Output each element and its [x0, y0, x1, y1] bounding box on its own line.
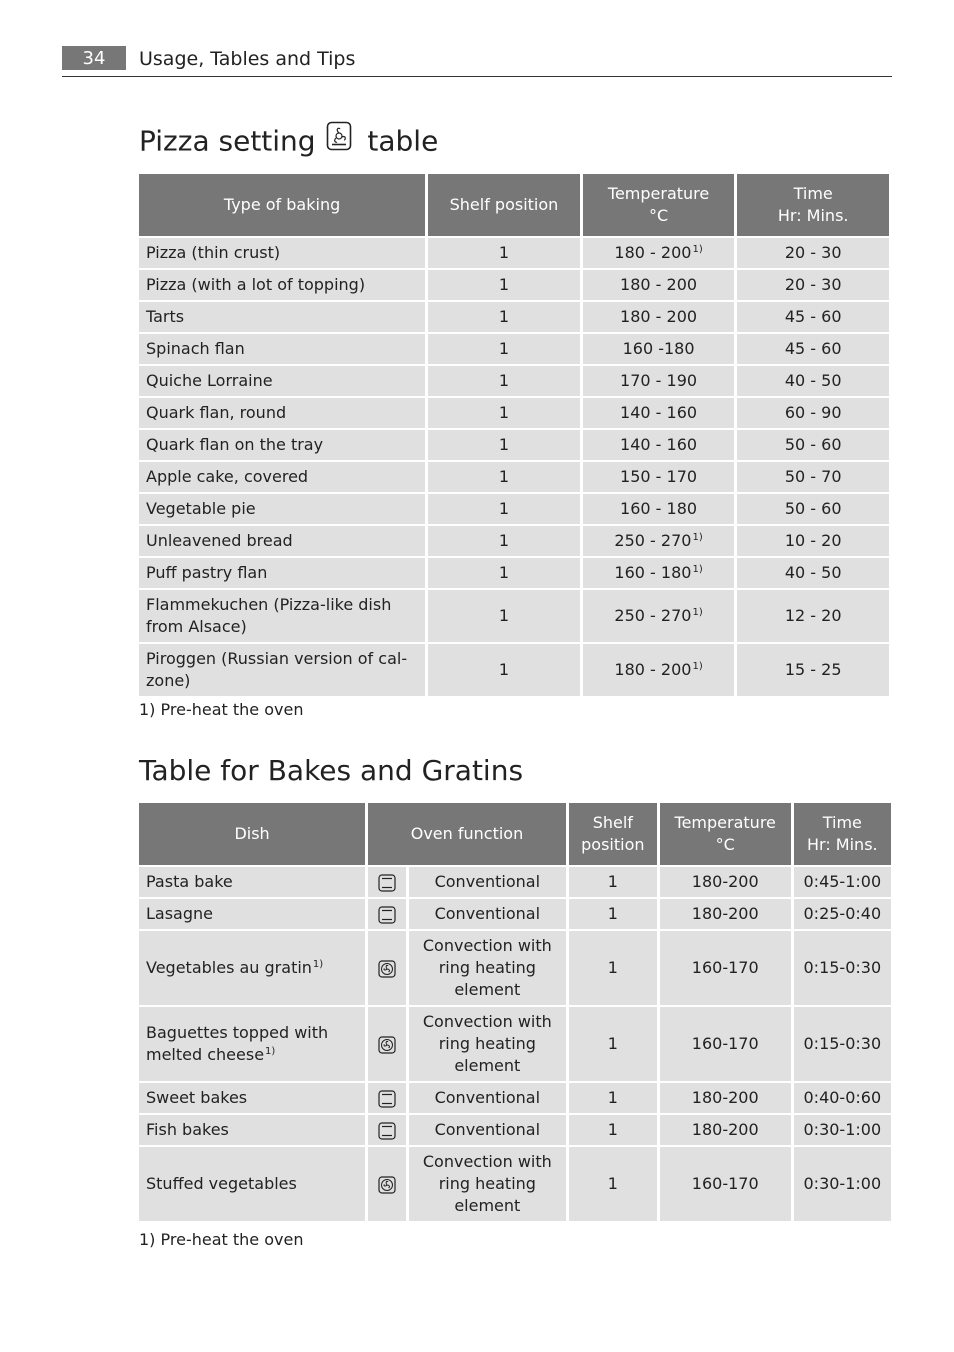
oven-function-cell: [409, 1007, 566, 1081]
dish-cell: [139, 1115, 365, 1145]
baking-type-cell-text: Flammekuchen (Pizza-like dish from Alsace): [146, 595, 392, 636]
baking-type-cell: [139, 558, 425, 588]
shelf-cell: [428, 334, 580, 364]
page-header: [62, 46, 892, 77]
temperature-cell: [583, 462, 735, 492]
table-row: [139, 867, 891, 897]
pizza-setting-table: [136, 172, 892, 698]
bakes-header-row: [139, 803, 891, 865]
temperature-cell: [660, 899, 791, 929]
baking-type-cell-text: Piroggen (Russian version of cal-zone): [146, 649, 408, 690]
temperature-cell-text: 160-170: [691, 958, 759, 977]
baking-type-cell: [139, 398, 425, 428]
temperature-cell-text: 160 - 180: [614, 563, 692, 582]
baking-type-cell-text: Quiche Lorraine: [146, 371, 273, 390]
time-cell: [737, 366, 889, 396]
time-cell: [737, 334, 889, 364]
oven-function-icon-cell: [368, 1007, 406, 1081]
dish-cell: [139, 867, 365, 897]
time-cell: [737, 590, 889, 642]
baking-type-cell-text: Pizza (thin crust): [146, 243, 281, 262]
time-cell: [737, 270, 889, 300]
col-type-of-baking: Type of baking: [139, 174, 425, 236]
temperature-cell: [583, 398, 735, 428]
footnote-marker: 1): [312, 959, 324, 970]
table-row: [139, 398, 889, 428]
baking-type-cell-text: Unleavened bread: [146, 531, 293, 550]
time-cell: [737, 558, 889, 588]
time-cell-text: 45 - 60: [784, 339, 842, 358]
dish-cell-text: Stuffed vegetables: [146, 1174, 297, 1193]
baking-type-cell: [139, 270, 425, 300]
temperature-cell-text: 150 - 170: [620, 467, 698, 486]
baking-type-cell-text: Puff pastry flan: [146, 563, 268, 582]
footnote-marker: 1): [692, 607, 703, 618]
baking-type-cell: [139, 334, 425, 364]
time-cell: [737, 494, 889, 524]
table-row: [139, 899, 891, 929]
temperature-cell-text: 180-200: [691, 872, 759, 891]
dish-cell-text: Sweet bakes: [146, 1088, 248, 1107]
shelf-cell-text: 1: [498, 467, 510, 486]
time-cell-text: 0:15-0:30: [803, 1034, 882, 1053]
time-cell-text: 40 - 50: [784, 371, 842, 390]
temperature-cell: [583, 526, 735, 556]
temperature-cell-text: 180 - 200: [620, 275, 698, 294]
bakes-gratins-table: [136, 801, 894, 1223]
temperature-cell: [660, 1083, 791, 1113]
time-cell: [737, 430, 889, 460]
time-cell-text: 20 - 30: [784, 243, 842, 262]
table-row: [139, 644, 889, 696]
shelf-cell: [428, 302, 580, 332]
oven-function-cell-text: Convection with ring heating element: [422, 936, 552, 999]
footnote-marker: 1): [692, 532, 703, 543]
shelf-cell-text: 1: [498, 275, 510, 294]
temperature-cell: [583, 238, 735, 268]
temperature-cell-text: 180 - 200: [614, 660, 692, 679]
temperature-cell: [660, 867, 791, 897]
shelf-cell-text: 1: [607, 904, 618, 923]
baking-type-cell-text: Apple cake, covered: [146, 467, 309, 486]
time-cell: [794, 1007, 891, 1081]
baking-type-cell-text: Spinach flan: [146, 339, 245, 358]
pizza-title-text: Pizza setting: [139, 124, 316, 158]
section-title: Usage, Tables and Tips: [139, 48, 356, 70]
temperature-cell: [660, 931, 791, 1005]
temperature-cell-text: 180-200: [691, 1088, 759, 1107]
shelf-cell: [569, 867, 657, 897]
time-cell: [794, 899, 891, 929]
dish-cell-text: Vegetables au gratin: [146, 958, 312, 977]
temperature-cell: [583, 270, 735, 300]
time-cell: [794, 931, 891, 1005]
footnote-marker: 1): [692, 244, 703, 255]
pizza-footnote: 1) Pre-heat the oven: [139, 700, 304, 719]
baking-type-cell: [139, 366, 425, 396]
conventional-icon: [378, 874, 396, 892]
baking-type-cell: [139, 238, 425, 268]
temperature-cell: [583, 302, 735, 332]
shelf-cell: [569, 1007, 657, 1081]
baking-type-cell: [139, 430, 425, 460]
dish-cell: [139, 931, 365, 1005]
oven-function-cell: [409, 1115, 566, 1145]
oven-function-icon-cell: [368, 867, 406, 897]
dish-cell-text: Baguettes topped with melted cheese: [146, 1023, 329, 1064]
time-cell-text: 60 - 90: [784, 403, 842, 422]
shelf-cell-text: 1: [498, 403, 510, 422]
table-row: [139, 334, 889, 364]
time-cell-text: 0:25-0:40: [803, 904, 882, 923]
pizza-table-title: [139, 124, 438, 161]
time-cell: [794, 1147, 891, 1221]
footnote-marker: 1): [692, 661, 703, 672]
time-cell-text: 0:40-0:60: [803, 1088, 882, 1107]
temperature-cell: [583, 644, 735, 696]
baking-type-cell: [139, 526, 425, 556]
time-cell-text: 0:30-1:00: [803, 1120, 882, 1139]
col-dish: Dish: [139, 803, 365, 865]
dish-cell: [139, 899, 365, 929]
temperature-cell-text: 180-200: [691, 1120, 759, 1139]
shelf-cell-text: 1: [607, 1120, 618, 1139]
shelf-cell: [428, 270, 580, 300]
shelf-cell: [428, 494, 580, 524]
shelf-cell: [428, 366, 580, 396]
time-cell: [737, 302, 889, 332]
table-row: [139, 931, 891, 1005]
pizza-title-text-2: table: [367, 124, 439, 158]
shelf-cell-text: 1: [607, 958, 618, 977]
temperature-cell: [583, 558, 735, 588]
col-temperature: Temperature °C: [660, 803, 791, 865]
shelf-cell-text: 1: [498, 660, 510, 679]
baking-type-cell-text: Pizza (with a lot of topping): [146, 275, 366, 294]
pizza-header-row: [139, 174, 889, 236]
oven-function-cell-text: Conventional: [434, 1120, 541, 1139]
time-cell-text: 50 - 70: [784, 467, 842, 486]
dish-cell-text: Lasagne: [146, 904, 213, 923]
shelf-cell-text: 1: [498, 563, 510, 582]
time-cell-text: 45 - 60: [784, 307, 842, 326]
shelf-cell: [569, 1147, 657, 1221]
temperature-cell-text: 180 - 200: [620, 307, 698, 326]
shelf-cell: [569, 931, 657, 1005]
table-row: [139, 302, 889, 332]
footnote-marker: 1): [265, 1046, 276, 1057]
temperature-cell-text: 140 - 160: [620, 435, 698, 454]
shelf-cell-text: 1: [607, 1174, 618, 1193]
shelf-cell: [428, 644, 580, 696]
convection-icon: [378, 1176, 396, 1194]
shelf-cell: [428, 238, 580, 268]
time-cell: [737, 238, 889, 268]
col-oven-function: Oven function: [368, 803, 566, 865]
oven-function-icon-cell: [368, 899, 406, 929]
table-row: [139, 462, 889, 492]
time-cell-text: 50 - 60: [784, 435, 842, 454]
temperature-cell: [660, 1115, 791, 1145]
pizza-setting-icon: [326, 121, 352, 158]
table-row: [139, 366, 889, 396]
bakes-table-title: Table for Bakes and Gratins: [139, 754, 524, 787]
shelf-cell: [569, 899, 657, 929]
oven-function-cell: [409, 899, 566, 929]
dish-cell-text: Pasta bake: [146, 872, 233, 891]
time-cell-text: 10 - 20: [784, 531, 842, 550]
col-temperature: Temperature °C: [583, 174, 735, 236]
table-row: [139, 1115, 891, 1145]
time-cell: [737, 526, 889, 556]
temperature-cell: [660, 1007, 791, 1081]
oven-function-cell-text: Conventional: [434, 904, 541, 923]
table-row: [139, 494, 889, 524]
shelf-cell: [428, 430, 580, 460]
temperature-cell-text: 250 - 270: [614, 531, 692, 550]
time-cell-text: 40 - 50: [784, 563, 842, 582]
shelf-cell: [428, 558, 580, 588]
temperature-cell-text: 160-170: [691, 1034, 759, 1053]
shelf-cell-text: 1: [498, 531, 510, 550]
temperature-cell: [583, 590, 735, 642]
temperature-cell-text: 180 - 200: [614, 243, 692, 262]
shelf-cell-text: 1: [498, 339, 510, 358]
baking-type-cell: [139, 494, 425, 524]
table-row: [139, 1147, 891, 1221]
oven-function-icon-cell: [368, 1083, 406, 1113]
baking-type-cell: [139, 462, 425, 492]
oven-function-icon-cell: [368, 1147, 406, 1221]
oven-function-cell: [409, 867, 566, 897]
time-cell: [737, 398, 889, 428]
shelf-cell-text: 1: [498, 435, 510, 454]
shelf-cell-text: 1: [498, 499, 510, 518]
shelf-cell: [569, 1083, 657, 1113]
dish-cell: [139, 1147, 365, 1221]
shelf-cell-text: 1: [498, 243, 510, 262]
shelf-cell-text: 1: [498, 371, 510, 390]
table-row: [139, 1007, 891, 1081]
temperature-cell-text: 250 - 270: [614, 606, 692, 625]
temperature-cell: [660, 1147, 791, 1221]
time-cell: [737, 644, 889, 696]
oven-function-cell: [409, 1083, 566, 1113]
temperature-cell-text: 140 - 160: [620, 403, 698, 422]
baking-type-cell: [139, 590, 425, 642]
temperature-cell-text: 160 - 180: [620, 499, 698, 518]
bakes-footnote: 1) Pre-heat the oven: [139, 1230, 304, 1249]
time-cell-text: 50 - 60: [784, 499, 842, 518]
conventional-icon: [378, 906, 396, 924]
temperature-cell-text: 170 - 190: [620, 371, 698, 390]
shelf-cell: [569, 1115, 657, 1145]
dish-cell-text: Fish bakes: [146, 1120, 229, 1139]
time-cell: [737, 462, 889, 492]
conventional-icon: [378, 1122, 396, 1140]
time-cell: [794, 867, 891, 897]
oven-function-cell-text: Convection with ring heating element: [422, 1152, 552, 1215]
time-cell-text: 0:15-0:30: [803, 958, 882, 977]
table-row: [139, 590, 889, 642]
baking-type-cell: [139, 302, 425, 332]
table-row: [139, 1083, 891, 1113]
col-time: Time Hr: Mins.: [737, 174, 889, 236]
shelf-cell-text: 1: [607, 872, 618, 891]
shelf-cell: [428, 526, 580, 556]
convection-icon: [378, 960, 396, 978]
temperature-cell: [583, 334, 735, 364]
shelf-cell: [428, 398, 580, 428]
temperature-cell: [583, 430, 735, 460]
time-cell: [794, 1083, 891, 1113]
oven-function-icon-cell: [368, 1115, 406, 1145]
dish-cell: [139, 1083, 365, 1113]
baking-type-cell: [139, 644, 425, 696]
baking-type-cell-text: Quark flan on the tray: [146, 435, 324, 454]
shelf-cell-text: 1: [498, 606, 510, 625]
col-shelf-position: Shelf position: [569, 803, 657, 865]
table-row: [139, 430, 889, 460]
oven-function-cell: [409, 931, 566, 1005]
time-cell: [794, 1115, 891, 1145]
temperature-cell-text: 160-170: [691, 1174, 759, 1193]
conventional-icon: [378, 1090, 396, 1108]
baking-type-cell-text: Tarts: [146, 307, 185, 326]
temperature-cell: [583, 366, 735, 396]
table-row: [139, 270, 889, 300]
shelf-cell-text: 1: [607, 1088, 618, 1107]
shelf-cell: [428, 462, 580, 492]
oven-function-cell-text: Conventional: [434, 872, 541, 891]
col-time: Time Hr: Mins.: [794, 803, 891, 865]
dish-cell: [139, 1007, 365, 1081]
time-cell-text: 15 - 25: [784, 660, 842, 679]
oven-function-icon-cell: [368, 931, 406, 1005]
table-row: [139, 526, 889, 556]
shelf-cell-text: 1: [607, 1034, 618, 1053]
time-cell-text: 20 - 30: [784, 275, 842, 294]
footnote-marker: 1): [692, 564, 703, 575]
table-row: [139, 238, 889, 268]
shelf-cell: [428, 590, 580, 642]
oven-function-cell-text: Convection with ring heating element: [422, 1012, 552, 1075]
time-cell-text: 0:45-1:00: [803, 872, 882, 891]
temperature-cell-text: 180-200: [691, 904, 759, 923]
time-cell-text: 0:30-1:00: [803, 1174, 882, 1193]
convection-icon: [378, 1036, 396, 1054]
baking-type-cell-text: Vegetable pie: [146, 499, 256, 518]
page-number: 34: [62, 46, 126, 70]
col-shelf-position: Shelf position: [428, 174, 580, 236]
shelf-cell-text: 1: [498, 307, 510, 326]
oven-function-cell-text: Conventional: [434, 1088, 541, 1107]
table-row: [139, 558, 889, 588]
temperature-cell-text: 160 -180: [622, 339, 695, 358]
temperature-cell: [583, 494, 735, 524]
baking-type-cell-text: Quark flan, round: [146, 403, 287, 422]
time-cell-text: 12 - 20: [784, 606, 842, 625]
oven-function-cell: [409, 1147, 566, 1221]
